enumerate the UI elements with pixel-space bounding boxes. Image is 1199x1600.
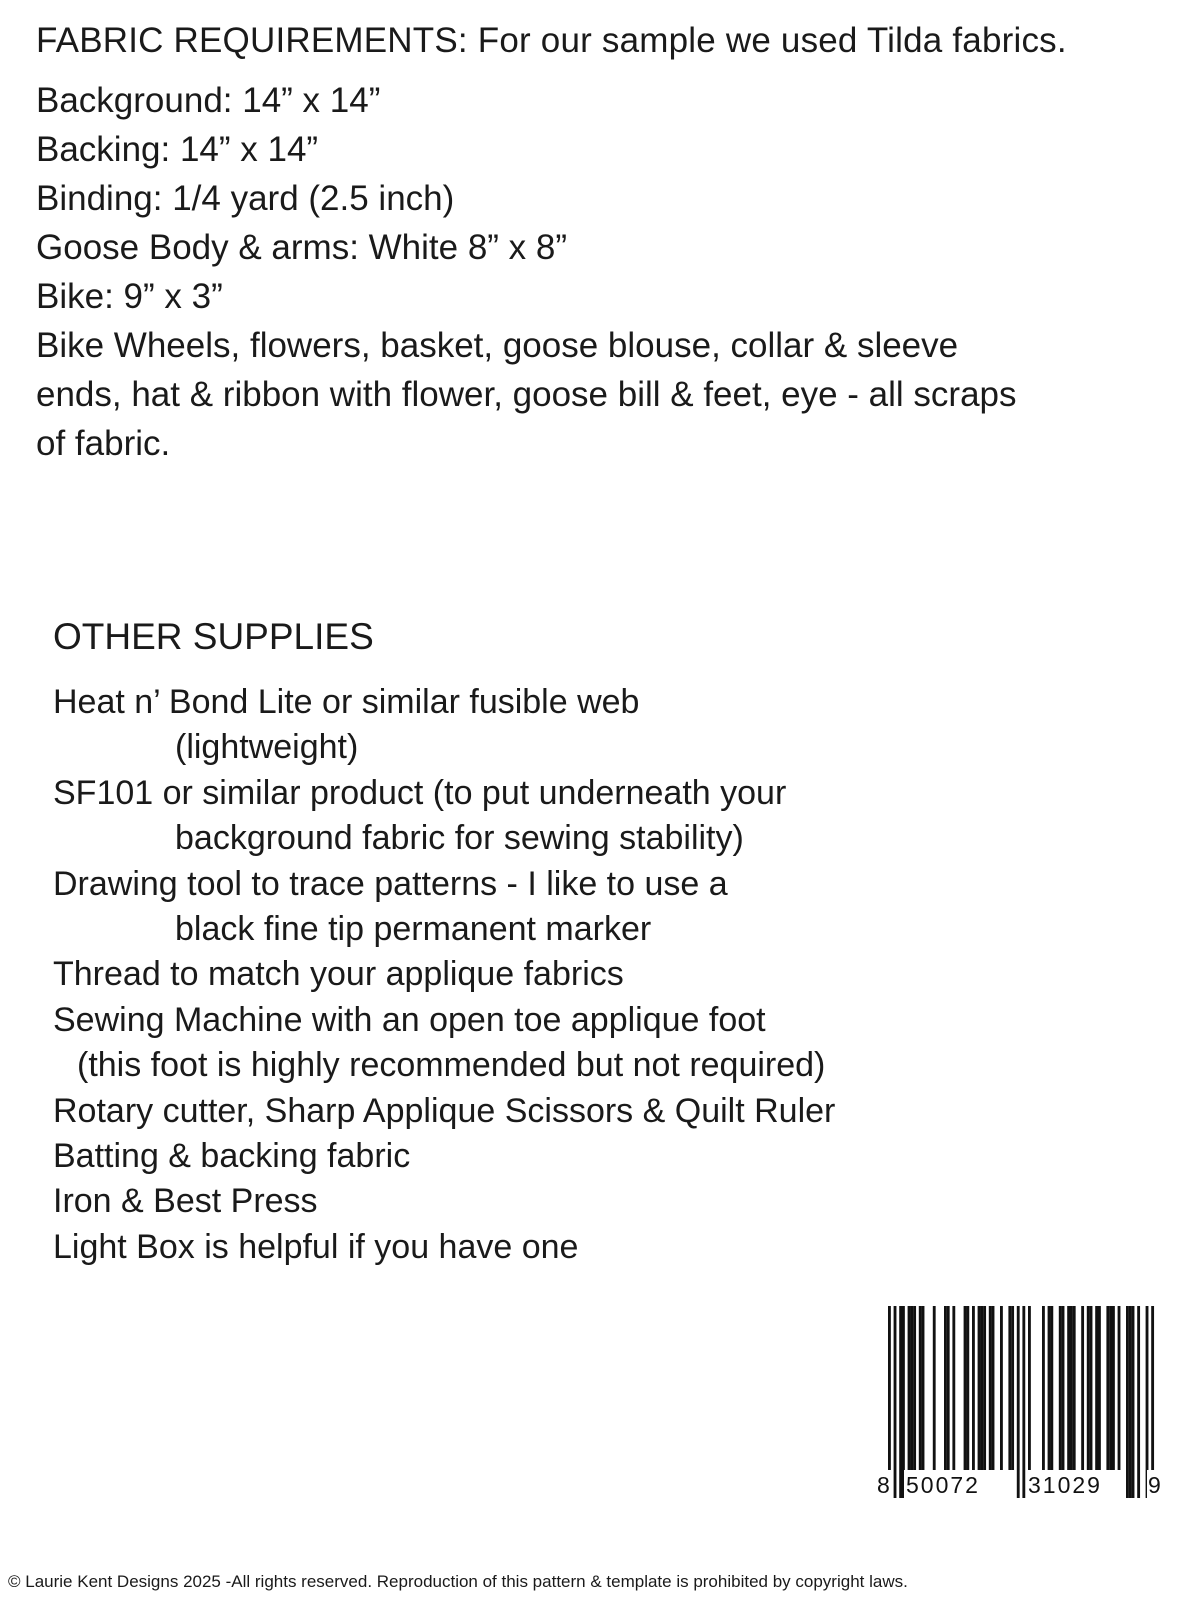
supply-item-text: SF101 or similar product (to put underneath your xyxy=(53,773,787,812)
barcode-bar xyxy=(1000,1306,1003,1470)
barcode-bar xyxy=(1011,1306,1014,1470)
supply-item-sewing-machine xyxy=(53,998,835,1089)
other-supplies-heading: OTHER SUPPLIES xyxy=(53,616,374,657)
other-supplies-list xyxy=(53,680,835,1270)
barcode-bar xyxy=(972,1306,975,1470)
supply-item-continuation: (lightweight) xyxy=(175,728,359,767)
barcode-bar xyxy=(944,1306,947,1470)
barcode-bar xyxy=(1095,1306,1098,1470)
supply-item-continuation: (this foot is highly recommended but not required) xyxy=(77,1046,826,1085)
barcode-bar xyxy=(1008,1306,1011,1470)
supply-item-iron xyxy=(53,1179,835,1224)
supply-item-text: Light Box is helpful if you have one xyxy=(53,1227,579,1266)
fabric-item-scraps: Bike Wheels, flowers, basket, goose blouse, collar & sleeve ends, hat & ribbon with flower, goose bill & feet, eye - all scraps of fabric. xyxy=(36,326,1017,463)
barcode-bar xyxy=(992,1306,995,1470)
barcode-bar xyxy=(1087,1306,1090,1470)
barcode-bar xyxy=(922,1306,925,1470)
barcode-bar xyxy=(989,1306,992,1470)
barcode-bar xyxy=(980,1306,983,1470)
fabric-item-background: Background: 14” x 14” xyxy=(36,81,381,120)
barcode-bar xyxy=(966,1306,969,1470)
barcode-bar xyxy=(983,1306,986,1470)
supply-item-stabilizer xyxy=(53,771,835,862)
barcode-bar xyxy=(1073,1306,1076,1470)
supply-item-text: Batting & backing fabric xyxy=(53,1137,411,1176)
supply-item-text: Thread to match your applique fabrics xyxy=(53,955,624,994)
fabric-requirements-list xyxy=(36,76,1046,468)
copyright-footer: © Laurie Kent Designs 2025 -All rights reserved. Reproduction of this pattern & template is prohibited by copyright laws. xyxy=(8,1572,908,1591)
barcode-bar xyxy=(964,1306,967,1470)
fabric-item-bike: Bike: 9” x 3” xyxy=(36,277,223,316)
barcode-bar xyxy=(978,1306,981,1470)
barcode-bar xyxy=(1050,1306,1053,1470)
supply-item-text: Drawing tool to trace patterns - I like to use a xyxy=(53,864,728,903)
supply-item-text: Iron & Best Press xyxy=(53,1182,318,1221)
fabric-item-backing: Backing: 14” x 14” xyxy=(36,130,319,169)
barcode-bar xyxy=(1118,1306,1121,1470)
supply-item-text: Sewing Machine with an open toe applique foot xyxy=(53,1000,766,1039)
fabric-item-binding: Binding: 1/4 yard (2.5 inch) xyxy=(36,179,455,218)
barcode-bar xyxy=(1090,1306,1093,1470)
barcode-bar xyxy=(1109,1306,1112,1470)
supply-item-light-box xyxy=(53,1225,835,1270)
supply-item-drawing-tool xyxy=(53,862,835,953)
barcode-bar xyxy=(952,1306,955,1470)
barcode-bar xyxy=(1067,1306,1070,1470)
supply-item-continuation: black fine tip permanent marker xyxy=(175,910,652,949)
barcode-bar xyxy=(1028,1306,1031,1470)
barcode-digits xyxy=(876,1470,1164,1500)
barcode-bar xyxy=(1059,1306,1062,1470)
barcode-bar xyxy=(1112,1306,1115,1470)
supply-item-thread xyxy=(53,952,835,997)
barcode-bar xyxy=(1062,1306,1065,1470)
barcode-right-group: 31029 xyxy=(1028,1472,1102,1498)
barcode-bar xyxy=(1042,1306,1045,1470)
fabric-requirements-heading: FABRIC REQUIREMENTS: For our sample we used Tilda fabrics. xyxy=(36,21,1067,60)
barcode-last-digit: 9 xyxy=(1148,1472,1161,1498)
supply-item-text: Heat n’ Bond Lite or similar fusible web xyxy=(53,683,640,721)
barcode-first-digit: 8 xyxy=(877,1472,890,1498)
barcode-bar xyxy=(1098,1306,1101,1470)
barcode-bar xyxy=(947,1306,950,1470)
supply-item-text: Rotary cutter, Sharp Applique Scissors & Quilt Ruler xyxy=(53,1091,836,1130)
barcode-bar xyxy=(1048,1306,1051,1470)
barcode-bar xyxy=(1106,1306,1109,1470)
barcode-bar xyxy=(1070,1306,1073,1470)
supply-item-batting xyxy=(53,1134,835,1179)
supply-item-continuation: background fabric for sewing stability) xyxy=(175,819,744,858)
barcode-left-group: 50072 xyxy=(906,1472,980,1498)
fabric-item-goose-body: Goose Body & arms: White 8” x 8” xyxy=(36,228,568,267)
supply-item-cutting-tools xyxy=(53,1089,835,1134)
barcode-bar xyxy=(933,1306,936,1470)
barcode-bar xyxy=(919,1306,922,1470)
supply-item-fusible-web xyxy=(53,680,835,771)
upc-barcode xyxy=(876,1304,1164,1504)
barcode-bar xyxy=(1081,1306,1084,1470)
